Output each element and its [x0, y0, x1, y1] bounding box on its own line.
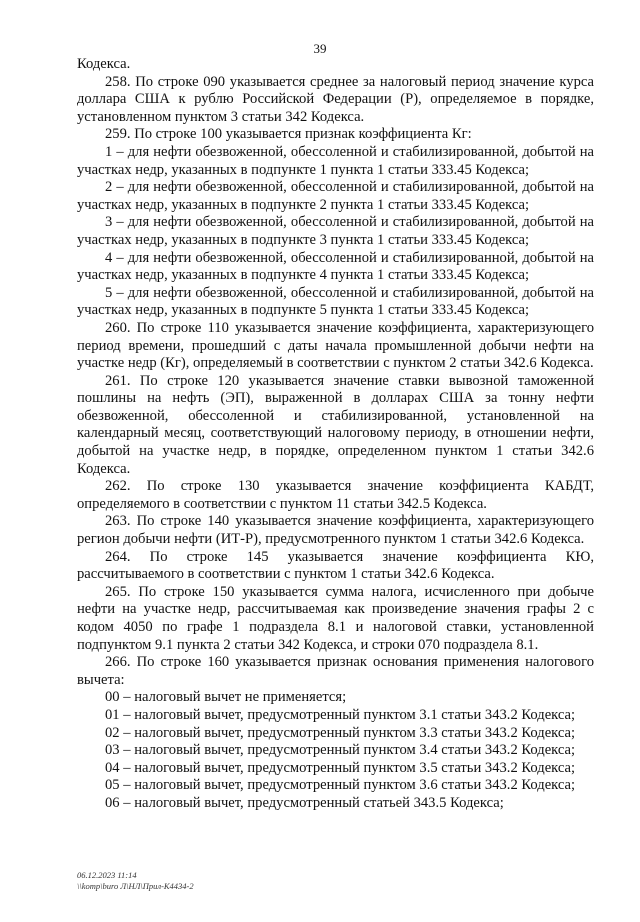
paragraph-259-item-1: 1 – для нефти обезвоженной, обессоленной и стабилизированной, добытой на участках недр, указанных в подпункте 1 пункта 1 статьи 333.45 Кодекса; — [77, 143, 594, 178]
paragraph-266-item-04: 04 – налоговый вычет, предусмотренный пунктом 3.5 статьи 343.2 Кодекса; — [105, 759, 576, 776]
paragraph-266-item-03: 03 – налоговый вычет, предусмотренный пунктом 3.4 статьи 343.2 Кодекса; — [105, 742, 576, 759]
paragraph-259-item-2: 2 – для нефти обезвоженной, обессоленной и стабилизированной, добытой на участках недр, указанных в подпункте 2 пункта 1 статьи 333.45 Кодекса; — [77, 179, 594, 213]
document-body — [77, 56, 594, 813]
paragraph-264: 264. По строке 145 указывается значение коэффициента КЮ, рассчитываемого в соответствии с пунктом 1 статьи 342.6 Кодекса. — [77, 548, 594, 583]
paragraph-continuation: Кодекса. — [77, 56, 131, 72]
paragraph-266-item-02: 02 – налоговый вычет, предусмотренный пунктом 3.3 статьи 343.2 Кодекса; — [105, 724, 576, 741]
paragraph-260: 260. По строке 110 указывается значение коэффициента, характеризующего период времени, прошедший с даты начала промышленной добычи нефти на участке недр (Кг), определяемый в соответствии с пунктом 2 статьи 342.6 Кодекса. — [77, 319, 594, 372]
paragraph-266-item-01: 01 – налоговый вычет, предусмотренный пунктом 3.1 статьи 343.2 Кодекса; — [105, 706, 576, 723]
paragraph-266: 266. По строке 160 указывается признак основания применения налогового вычета: — [77, 654, 594, 688]
document-footer — [77, 870, 194, 892]
paragraph-258: 258. По строке 090 указывается среднее за налоговый период значение курса доллара США к рублю Российской Федерации (Р), определяемое в порядке, установленном пунктом 3 статьи 342 Кодекса. — [77, 73, 594, 125]
paragraph-261: 261. По строке 120 указывается значение ставки вывозной таможенной пошлины на нефть (ЭП), выраженной в долларах США за тонну нефти обезвоженной, обессоленной и стабилизированной, установленной на календарный месяц, соответствующий налоговому периоду, в отношении нефти, добытой на участке недр, в порядке, определенном пунктом 1 статьи 342.6 Кодекса. — [77, 372, 594, 477]
paragraph-262: 262. По строке 130 указывается значение коэффициента КАБДТ, определяемого в соответствии с пунктом 11 статьи 342.5 Кодекса. — [77, 478, 594, 512]
footer-file-path: \\komp\buro Л\НЛ\Прил-К4434-2 — [77, 881, 194, 891]
paragraph-259-item-4: 4 – для нефти обезвоженной, обессоленной и стабилизированной, добытой на участках недр, указанных в подпункте 4 пункта 1 статьи 333.45 Кодекса; — [77, 249, 594, 284]
paragraph-266-item-06: 06 – налоговый вычет, предусмотренный статьей 343.5 Кодекса; — [105, 794, 504, 811]
paragraph-259-item-5: 5 – для нефти обезвоженной, обессоленной и стабилизированной, добытой на участках недр, указанных в подпункте 5 пункта 1 статьи 333.45 Кодекса; — [77, 284, 594, 319]
paragraph-266-item-05: 05 – налоговый вычет, предусмотренный пунктом 3.6 статьи 343.2 Кодекса; — [105, 777, 576, 794]
paragraph-259: 259. По строке 100 указывается признак коэффициента Кг: — [105, 126, 472, 143]
footer-date: 06.12.2023 11:14 — [77, 870, 137, 880]
paragraph-266-item-00: 00 – налоговый вычет не применяется; — [105, 689, 347, 706]
paragraph-263: 263. По строке 140 указывается значение коэффициента, характеризующего регион добычи нефти (ИТ-Р), предусмотренного пунктом 1 статьи 342.6 Кодекса. — [77, 513, 594, 548]
page-number: 39 — [313, 41, 327, 56]
paragraph-259-item-3: 3 – для нефти обезвоженной, обессоленной и стабилизированной, добытой на участках недр, указанных в подпункте 3 пункта 1 статьи 333.45 Кодекса; — [77, 214, 594, 248]
paragraph-265: 265. По строке 150 указывается сумма налога, исчисленного при добыче нефти на участке недр, рассчитываемая как произведение значения графы 2 с кодом 4050 по графе 1 подраздела 8.1 и налоговой ставки, установленной подпунктом 9.1 пункта 2 статьи 342 Кодекса, и строки 070 подраздела 8.1. — [77, 583, 594, 653]
